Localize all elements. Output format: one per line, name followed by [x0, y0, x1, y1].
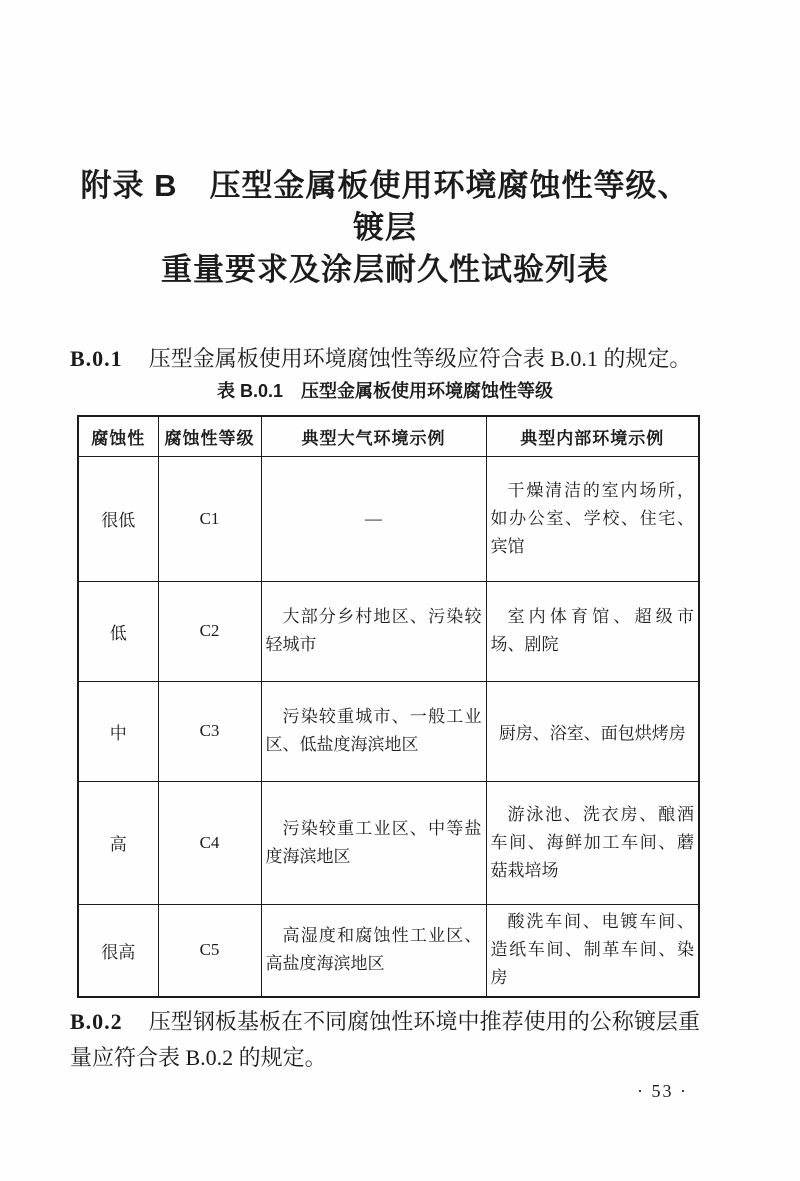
appendix-title — [70, 165, 700, 291]
cell-atmosphere: 高湿度和腐蚀性工业区、高盐度海滨地区 — [261, 904, 486, 997]
clause-b01 — [70, 341, 700, 377]
cell-corrosivity: 高 — [78, 781, 158, 904]
table-row — [78, 581, 699, 681]
cell-atmosphere: 污染较重城市、一般工业区、低盐度海滨地区 — [261, 681, 486, 781]
cell-corrosivity: 很低 — [78, 456, 158, 581]
table-row — [78, 904, 699, 997]
cell-interior: 室内体育馆、超级市场、剧院 — [486, 581, 699, 681]
cell-interior: 干燥清洁的室内场所，如办公室、学校、住宅、宾馆 — [486, 456, 699, 581]
appendix-title-line2: 重量要求及涂层耐久性试验列表 — [161, 252, 609, 287]
cell-grade: C1 — [158, 456, 261, 581]
cell-corrosivity: 中 — [78, 681, 158, 781]
cell-interior: 厨房、浴室、面包烘烤房 — [486, 681, 699, 781]
page-number: · 53 · — [637, 1081, 688, 1101]
clause-b01-text: 压型金属板使用环境腐蚀性等级应符合表 B.0.1 的规定。 — [148, 346, 692, 371]
cell-atmosphere: — — [261, 456, 486, 581]
table-caption: 表 B.0.1 压型金属板使用环境腐蚀性等级 — [216, 381, 554, 401]
cell-grade: C3 — [158, 681, 261, 781]
table-row — [78, 456, 699, 581]
clause-b02-text: 压型钢板基板在不同腐蚀性环境中推荐使用的公称镀层重量应符合表 B.0.2 的规定。 — [70, 1009, 700, 1070]
cell-interior: 游泳池、洗衣房、酿酒车间、海鲜加工车间、蘑菇栽培场 — [486, 781, 699, 904]
cell-grade: C4 — [158, 781, 261, 904]
clause-b02 — [70, 1004, 700, 1076]
col-header-atmosphere: 典型大气环境示例 — [261, 416, 486, 456]
clause-b02-number: B.0.2 — [70, 1009, 123, 1034]
clause-b01-number: B.0.1 — [70, 346, 123, 371]
col-header-corrosivity: 腐蚀性 — [78, 416, 158, 456]
table-row — [78, 781, 699, 904]
cell-grade: C2 — [158, 581, 261, 681]
corrosion-grade-table — [77, 415, 700, 998]
cell-atmosphere: 污染较重工业区、中等盐度海滨地区 — [261, 781, 486, 904]
col-header-grade: 腐蚀性等级 — [158, 416, 261, 456]
cell-interior: 酸洗车间、电镀车间、造纸车间、制革车间、染房 — [486, 904, 699, 997]
col-header-interior: 典型内部环境示例 — [486, 416, 699, 456]
cell-corrosivity: 低 — [78, 581, 158, 681]
appendix-title-line1: 附录 B 压型金属板使用环境腐蚀性等级、镀层 — [80, 168, 690, 245]
cell-atmosphere: 大部分乡村地区、污染较轻城市 — [261, 581, 486, 681]
cell-corrosivity: 很高 — [78, 904, 158, 997]
cell-grade: C5 — [158, 904, 261, 997]
table-header-row — [78, 416, 699, 456]
table-row — [78, 681, 699, 781]
